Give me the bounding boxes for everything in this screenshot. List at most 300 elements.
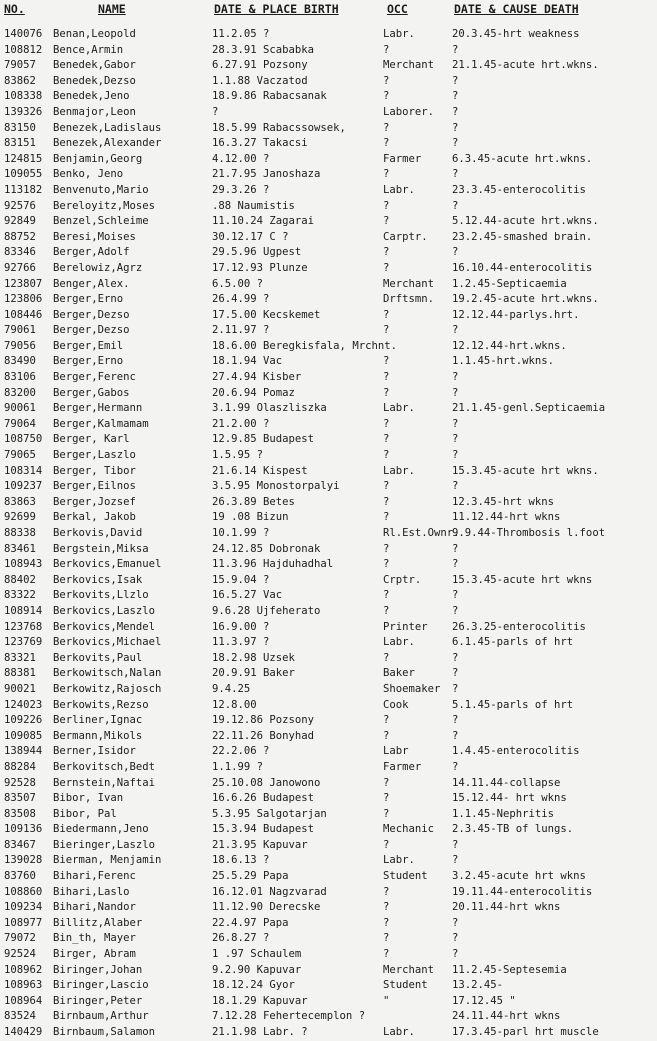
table-row	[0, 136, 657, 152]
table-row	[0, 43, 657, 59]
cell-name: Biringer,Johan	[53, 963, 143, 976]
cell-name: Bihari,Laslo	[53, 885, 130, 898]
cell-occ: ?	[383, 558, 390, 571]
cell-name: Benmajor,Leon	[53, 105, 136, 118]
cell-no: 79057	[4, 59, 36, 72]
table-row	[0, 588, 657, 604]
cell-birth: 25.5.29 Papa	[212, 870, 289, 883]
cell-no: 79061	[4, 324, 36, 337]
cell-death: 1.1.45-hrt.wkns.	[452, 355, 555, 368]
table-row	[0, 729, 657, 745]
cell-death: ?	[452, 386, 459, 399]
cell-name: Berger,Gabos	[53, 386, 130, 399]
cell-occ: ?	[383, 495, 390, 508]
cell-birth: 22.4.97 Papa	[212, 916, 289, 929]
cell-name: Benvenuto,Mario	[53, 183, 149, 196]
cell-occ: ?	[383, 916, 390, 929]
cell-death: ?	[452, 682, 459, 695]
table-row	[0, 807, 657, 823]
cell-no: 83760	[4, 870, 36, 883]
cell-death: 1.1.45-Nephritis	[452, 807, 555, 820]
cell-birth: 1.5.95 ?	[212, 449, 264, 462]
cell-name: Bermann,Mikols	[53, 729, 143, 742]
table-row	[0, 744, 657, 760]
cell-occ: ?	[383, 90, 390, 103]
cell-name: Berger, Karl	[53, 433, 130, 446]
cell-birth: 15.3.94 Budapest	[212, 823, 315, 836]
table-row	[0, 776, 657, 792]
cell-name: Berkovitsch,Bedt	[53, 760, 156, 773]
cell-name: Berkal, Jakob	[53, 511, 136, 524]
table-row	[0, 931, 657, 947]
cell-death: 15.12.44- hrt wkns	[452, 792, 567, 805]
cell-death: ?	[452, 729, 459, 742]
cell-occ: Rl.Est.Ownr.	[383, 527, 460, 539]
cell-death: 21.1.45-acute hrt.wkns.	[452, 59, 599, 72]
cell-occ: Student	[383, 870, 428, 883]
cell-death: ?	[452, 137, 459, 150]
cell-birth: .88 Naumistis	[212, 199, 295, 212]
cell-occ: ?	[383, 199, 390, 212]
cell-occ: ?	[383, 43, 390, 56]
table-row	[0, 791, 657, 807]
cell-name: Benezek,Alexander	[53, 137, 162, 150]
cell-birth: 11.3.96 Hajduhadhal	[212, 558, 334, 571]
cell-birth: 18.12.24 Gyor	[212, 979, 295, 992]
cell-no: 92576	[4, 199, 36, 212]
cell-no: 108446	[4, 308, 43, 321]
cell-name: Birnbaum,Arthur	[53, 1010, 149, 1023]
cell-birth: 1 .97 Schaulem	[212, 948, 302, 961]
cell-occ: ?	[383, 74, 390, 87]
cell-no: 109055	[4, 168, 43, 181]
cell-death: ?	[452, 246, 459, 259]
cell-occ: Labr	[383, 745, 409, 758]
cell-birth: 18.1.94 Vac	[212, 355, 283, 368]
cell-birth: 21.6.14 Kispest	[212, 464, 308, 477]
table-row	[0, 417, 657, 433]
cell-birth: 21.7.95 Janoshaza	[212, 168, 321, 181]
cell-no: 88752	[4, 230, 36, 243]
header-no: NO.	[4, 2, 25, 16]
cell-birth: 17.5.00 Kecskemet	[212, 308, 321, 321]
cell-occ: Labr.	[383, 28, 415, 40]
cell-death: ?	[452, 433, 459, 446]
cell-no: 123806	[4, 293, 43, 306]
cell-occ: ?	[383, 355, 390, 368]
cell-occ: Labr.	[383, 636, 415, 649]
cell-death: 11.12.44-hrt wkns	[452, 511, 561, 524]
cell-death: 16.10.44-enterocolitis	[452, 261, 593, 274]
cell-birth: 29.3.26 ?	[212, 183, 270, 196]
cell-name: Berger,Kalmamam	[53, 417, 149, 430]
cell-birth: 16.3.27 Takacsi	[212, 137, 308, 150]
cell-death: ?	[452, 168, 459, 181]
cell-death: 17.12.45 "	[452, 994, 516, 1007]
cell-name: Bence,Armin	[53, 43, 124, 56]
cell-name: Berger,Dezso	[53, 324, 130, 337]
cell-occ: ?	[383, 386, 390, 399]
cell-name: Berkowitz,Rajosch	[53, 682, 162, 695]
cell-birth: 16.5.27 Vac	[212, 589, 283, 602]
header-death: DATE & CAUSE DEATH	[454, 2, 579, 16]
cell-name: Bierman, Menjamin	[53, 854, 162, 867]
table-row	[0, 292, 657, 308]
table-row	[0, 822, 657, 838]
cell-occ: ?	[383, 792, 390, 805]
cell-birth: 12.9.85 Budapest	[212, 433, 315, 446]
cell-birth: 3.5.95 Monostorpalyi	[212, 480, 340, 493]
table-row	[0, 604, 657, 620]
cell-death: 23.2.45-smashed brain.	[452, 230, 593, 243]
cell-name: Berger, Tibor	[53, 464, 136, 477]
cell-birth: 9.4.25	[212, 682, 251, 695]
cell-birth: 26.3.89 Betes	[212, 495, 295, 508]
table-row	[0, 682, 657, 698]
cell-death: 24.11.44-hrt wkns	[452, 1010, 561, 1023]
cell-death: ?	[452, 74, 459, 87]
cell-name: Berger,Erno	[53, 355, 124, 368]
cell-death: 19.2.45-acute hrt.wkns.	[452, 293, 599, 306]
cell-name: Bergstein,Miksa	[53, 542, 149, 555]
cell-no: 83507	[4, 792, 36, 805]
table-row	[0, 464, 657, 480]
cell-birth: 10.1.99 ?	[212, 527, 270, 539]
cell-occ: ?	[383, 308, 390, 321]
cell-name: Berger,Emil	[53, 339, 124, 352]
cell-death: 1.4.45-enterocolitis	[452, 745, 580, 758]
cell-occ: Labr.	[383, 402, 415, 415]
table-row	[0, 479, 657, 495]
cell-death: ?	[452, 838, 459, 851]
table-row	[0, 651, 657, 667]
cell-occ: ?	[383, 121, 390, 134]
cell-no: 108963	[4, 979, 43, 992]
cell-birth: 11.10.24 Zagarai	[212, 215, 315, 228]
cell-birth: 2.11.97 ?	[212, 324, 270, 337]
table-row	[0, 557, 657, 573]
cell-no: 88402	[4, 573, 36, 586]
table-row	[0, 308, 657, 324]
cell-no: 140429	[4, 1026, 43, 1038]
cell-death: ?	[452, 90, 459, 103]
cell-no: 109226	[4, 714, 43, 727]
cell-name: Bihari,Nandor	[53, 901, 136, 914]
cell-name: Birger, Abram	[53, 948, 136, 961]
cell-name: Berger,Erno	[53, 293, 124, 306]
cell-death: ?	[452, 916, 459, 929]
cell-occ: ?	[383, 215, 390, 228]
table-row	[0, 58, 657, 74]
table-row	[0, 838, 657, 854]
table-row	[0, 713, 657, 729]
cell-occ: ?	[383, 261, 390, 274]
cell-death: 21.1.45-genl.Septicaemia	[452, 402, 606, 415]
cell-name: Berger,Hermann	[53, 402, 143, 415]
cell-name: Benzel,Schleime	[53, 215, 149, 228]
cell-occ: Labr.	[383, 183, 415, 196]
cell-no: 139326	[4, 105, 43, 118]
table-row	[0, 698, 657, 714]
table-row	[0, 916, 657, 932]
cell-occ: ?	[383, 371, 390, 384]
cell-no: 123807	[4, 277, 43, 290]
cell-no: 83490	[4, 355, 36, 368]
cell-death: 12.3.45-hrt wkns	[452, 495, 555, 508]
cell-occ: Shoemaker	[383, 682, 441, 695]
cell-name: Berkovics,Mendel	[53, 620, 156, 633]
cell-no: 108964	[4, 994, 43, 1007]
cell-death: 6.3.45-acute hrt.wkns.	[452, 152, 593, 165]
cell-name: Berkovics,Laszlo	[53, 604, 156, 617]
cell-birth: ?	[212, 105, 219, 118]
table-row	[0, 978, 657, 994]
cell-no: 79056	[4, 339, 36, 352]
cell-occ: Labr.	[383, 854, 415, 867]
cell-no: 140076	[4, 28, 43, 40]
table-row	[0, 869, 657, 885]
cell-occ: Baker	[383, 667, 415, 680]
cell-no: 90061	[4, 402, 36, 415]
cell-birth: 22.2.06 ?	[212, 745, 270, 758]
table-row	[0, 105, 657, 121]
table-row	[0, 573, 657, 589]
cell-occ: ?	[383, 449, 390, 462]
cell-birth: 18.1.29 Kapuvar	[212, 994, 308, 1007]
cell-occ: ?	[383, 901, 390, 914]
cell-occ: Merchant	[383, 59, 435, 72]
cell-name: Biringer,Peter	[53, 994, 143, 1007]
cell-no: 138944	[4, 745, 43, 758]
cell-occ: Labr.	[383, 464, 415, 477]
cell-name: Benedek,Jeno	[53, 90, 130, 103]
table-row	[0, 994, 657, 1010]
cell-birth: 16.12.01 Nagzvarad	[212, 885, 327, 898]
cell-name: Biringer,Lascio	[53, 979, 149, 992]
cell-name: Billitz,Alaber	[53, 916, 143, 929]
cell-birth: 16.6.26 Budapest	[212, 792, 315, 805]
table-row	[0, 853, 657, 869]
cell-no: 83467	[4, 838, 36, 851]
cell-birth: 6.27.91 Pozsony	[212, 59, 308, 72]
cell-death: 15.3.45-acute hrt wkns.	[452, 464, 599, 477]
cell-name: Berner,Isidor	[53, 745, 136, 758]
cell-death: 17.3.45-parl hrt muscle	[452, 1026, 599, 1038]
cell-no: 139028	[4, 854, 43, 867]
cell-death: ?	[452, 589, 459, 602]
cell-occ: ?	[383, 604, 390, 617]
cell-occ: ?	[383, 324, 390, 337]
cell-birth: 18.9.86 Rabacsanak	[212, 90, 327, 103]
cell-birth: 30.12.17 C ?	[212, 230, 289, 243]
cell-birth: 11.12.90 Derecske	[212, 901, 321, 914]
cell-name: Benezek,Ladislaus	[53, 121, 162, 134]
cell-no: 92524	[4, 948, 36, 961]
cell-birth: 16.9.00 ?	[212, 620, 270, 633]
cell-occ: ?	[383, 807, 390, 820]
cell-death: ?	[452, 324, 459, 337]
cell-no: 124815	[4, 152, 43, 165]
cell-no: 79064	[4, 417, 36, 430]
cell-death: 2.3.45-TB of lungs.	[452, 823, 574, 836]
cell-name: Bernstein,Naftai	[53, 776, 156, 789]
cell-birth: 21.1.98 Labr. ?	[212, 1026, 308, 1038]
cell-name: Berger,Dezso	[53, 308, 130, 321]
cell-occ: Mechanic	[383, 823, 435, 836]
cell-occ: ?	[383, 589, 390, 602]
cell-no: 123768	[4, 620, 43, 633]
cell-occ: Student	[383, 979, 428, 992]
cell-death: 20.3.45-hrt weakness	[452, 28, 580, 40]
cell-no: 83508	[4, 807, 36, 820]
cell-birth: 25.10.08 Janowono	[212, 776, 321, 789]
cell-death: 20.11.44-hrt wkns	[452, 901, 561, 914]
header-occ: OCC	[387, 2, 408, 16]
cell-death: ?	[452, 667, 459, 680]
cell-name: Bin_th, Mayer	[53, 932, 136, 945]
table-row	[0, 214, 657, 230]
cell-death: ?	[452, 760, 459, 773]
cell-occ: Merchant	[383, 277, 435, 290]
table-row	[0, 261, 657, 277]
table-row	[0, 230, 657, 246]
cell-name: Benan,Leopold	[53, 28, 136, 40]
cell-death: ?	[452, 371, 459, 384]
table-row	[0, 74, 657, 90]
register-rows	[0, 27, 657, 1041]
cell-occ: Carptr.	[383, 230, 428, 243]
cell-birth: 12.8.00	[212, 698, 257, 711]
cell-occ: ?	[383, 729, 390, 742]
cell-name: Benedek,Gabor	[53, 59, 136, 72]
cell-name: Berkovits,Llzlo	[53, 589, 149, 602]
cell-death: 11.2.45-Septesemia	[452, 963, 567, 976]
cell-birth: 20.9.91 Baker	[212, 667, 295, 680]
cell-birth: 26.4.99 ?	[212, 293, 270, 306]
cell-name: Berger,Adolf	[53, 246, 130, 259]
cell-birth: 7.12.28 Fehertecemplon ?	[212, 1010, 366, 1023]
cell-name: Berger,Ferenc	[53, 371, 136, 384]
cell-no: 83863	[4, 495, 36, 508]
cell-occ: Farmer	[383, 152, 422, 165]
table-row	[0, 339, 657, 355]
table-row	[0, 448, 657, 464]
table-row	[0, 760, 657, 776]
cell-no: 92699	[4, 511, 36, 524]
cell-occ: Labr.	[383, 1026, 415, 1038]
cell-birth: 1.1.99 ?	[212, 760, 264, 773]
cell-death: ?	[452, 43, 459, 56]
cell-birth: 18.6.13 ?	[212, 854, 270, 867]
cell-name: Bihari,Ferenc	[53, 870, 136, 883]
cell-occ: ?	[383, 542, 390, 555]
cell-death: ?	[452, 558, 459, 571]
cell-no: 88284	[4, 760, 36, 773]
cell-birth: 5.3.95 Salgotarjan	[212, 807, 327, 820]
cell-no: 108314	[4, 464, 43, 477]
cell-no: 113182	[4, 183, 43, 196]
cell-death: ?	[452, 604, 459, 617]
cell-birth: 18.2.98 Uzsek	[212, 651, 295, 664]
cell-no: 108962	[4, 963, 43, 976]
cell-occ: ?	[383, 838, 390, 851]
cell-death: 19.11.44-enterocolitis	[452, 885, 593, 898]
cell-name: Biedermann,Jeno	[53, 823, 149, 836]
cell-no: 79065	[4, 449, 36, 462]
table-row	[0, 152, 657, 168]
table-row	[0, 27, 657, 43]
table-row	[0, 526, 657, 542]
cell-no: 88381	[4, 667, 36, 680]
cell-name: Birnbaum,Salamon	[53, 1026, 156, 1038]
cell-birth: 9.6.28 Ujfeherato	[212, 604, 321, 617]
cell-birth: 22.11.26 Bonyhad	[212, 729, 315, 742]
cell-occ: Laborer.	[383, 105, 435, 118]
cell-occ: Merchant	[383, 963, 435, 976]
cell-occ: ?	[383, 885, 390, 898]
cell-death: ?	[452, 480, 459, 493]
cell-no: 108943	[4, 558, 43, 571]
cell-no: 109085	[4, 729, 43, 742]
table-row	[0, 900, 657, 916]
cell-occ: Cook	[383, 698, 409, 711]
cell-death: 13.2.45-	[452, 979, 504, 992]
table-row	[0, 401, 657, 417]
table-row	[0, 963, 657, 979]
cell-no: 83524	[4, 1010, 36, 1023]
cell-name: Beresi,Moises	[53, 230, 136, 243]
cell-birth: 29.5.96 Ugpest	[212, 246, 302, 259]
cell-death: ?	[452, 854, 459, 867]
table-row	[0, 1025, 657, 1041]
cell-death: 14.11.44-collapse	[452, 776, 561, 789]
table-row	[0, 386, 657, 402]
cell-occ: ?	[383, 417, 390, 430]
cell-no: 83461	[4, 542, 36, 555]
cell-name: Benjamin,Georg	[53, 152, 143, 165]
cell-name: Berkovis,David	[53, 527, 143, 539]
cell-death: 6.1.45-parls of hrt	[452, 636, 574, 649]
cell-no: 108977	[4, 916, 43, 929]
cell-death: ?	[452, 932, 459, 945]
cell-birth: 18.5.99 Rabacssowsek,	[212, 121, 346, 134]
table-row	[0, 354, 657, 370]
cell-name: Berger,Jozsef	[53, 495, 136, 508]
cell-occ: ?	[383, 948, 390, 961]
cell-death: 12.12.44-parlys.hrt.	[452, 308, 580, 321]
cell-death: ?	[452, 105, 459, 118]
cell-occ: ?	[383, 168, 390, 181]
cell-no: 83346	[4, 246, 36, 259]
cell-name: Berkovics,Michael	[53, 636, 162, 649]
cell-name: Berkowits,Rezso	[53, 698, 149, 711]
cell-death: ?	[452, 449, 459, 462]
cell-birth: 20.6.94 Pomaz	[212, 386, 295, 399]
cell-name: Benedek,Dezso	[53, 74, 136, 87]
cell-no: 83321	[4, 651, 36, 664]
cell-death: ?	[452, 542, 459, 555]
table-row	[0, 620, 657, 636]
cell-birth: 3.1.99 Olaszliszka	[212, 402, 327, 415]
cell-name: Berkowitsch,Nalan	[53, 667, 162, 680]
header-name: NAME	[98, 2, 126, 16]
cell-no: 109234	[4, 901, 43, 914]
cell-no: 83150	[4, 121, 36, 134]
cell-birth: 19.12.86 Pozsony	[212, 714, 315, 727]
cell-occ: Crptr.	[383, 573, 422, 586]
table-row	[0, 666, 657, 682]
cell-no: 79072	[4, 932, 36, 945]
